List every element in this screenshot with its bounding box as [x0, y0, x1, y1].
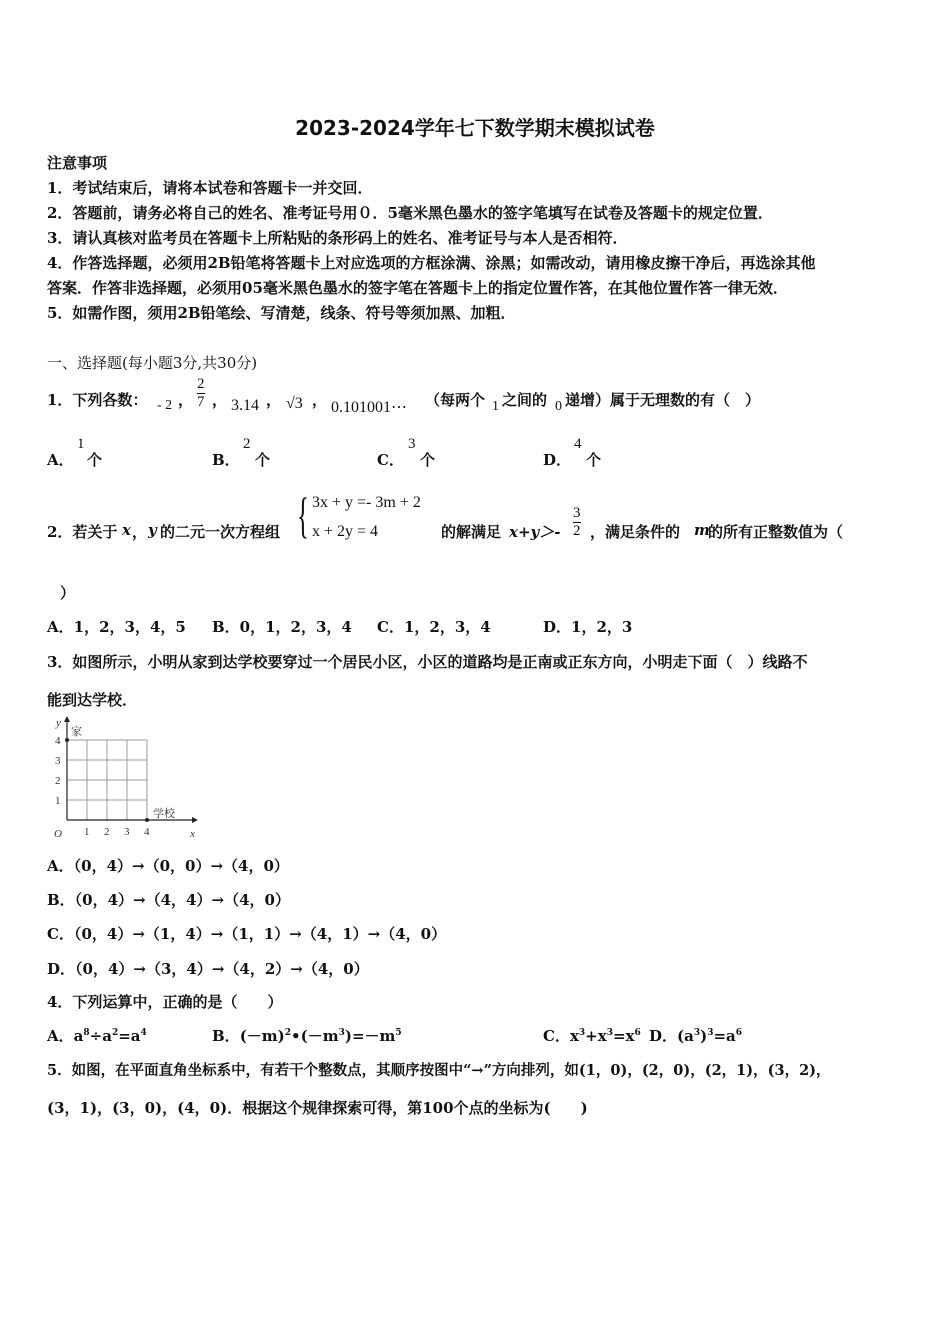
- q1-fraction-den: 7: [197, 394, 205, 410]
- expr: +x: [585, 1027, 607, 1045]
- q4-option-b[interactable]: [212, 1025, 402, 1046]
- exponent: 2: [111, 1028, 119, 1038]
- exponent: 8: [83, 1028, 90, 1038]
- expr: ÷a: [89, 1027, 112, 1045]
- q2-option-d[interactable]: D．1，2，3: [543, 618, 633, 636]
- q2-var-y: y: [148, 521, 157, 539]
- q1-option-a-num: 1: [77, 436, 85, 452]
- notice-item: 1．考试结束后，请将本试卷和答题卡一并交回．: [47, 179, 373, 197]
- q1-option-a-unit: 个: [87, 451, 103, 469]
- q1-tail-num: 1: [492, 399, 499, 414]
- q2-condition: x+y＞-: [509, 523, 561, 541]
- notice-item: 3．请认真核对监考员在答题卡上所粘贴的条形码上的姓名、准考证号与本人是否相符．: [47, 229, 628, 247]
- q2-var-m: m: [694, 521, 710, 539]
- q1-option-b[interactable]: B．: [212, 451, 240, 469]
- q1-number: 3.14: [231, 397, 259, 414]
- q2-fraction-den: 2: [573, 523, 581, 539]
- y-axis-arrow: [64, 716, 70, 722]
- q1-fraction-num: 2: [197, 376, 205, 392]
- q2-mid: 的解满足: [441, 523, 502, 541]
- exponent: 6: [634, 1028, 641, 1038]
- x-tick-label: 2: [104, 826, 110, 838]
- expr: =x: [612, 1027, 635, 1045]
- notice-item: 2．答题前，请务必将自己的姓名、准考证号用０．5毫米黑色墨水的签字笔填写在试卷及答题卡的规定位置．: [47, 204, 773, 222]
- q2-close: ）: [60, 584, 76, 602]
- exponent: 2: [284, 1028, 292, 1038]
- exponent: 4: [140, 1028, 147, 1038]
- q1-tail-num: 0: [555, 399, 562, 414]
- expr: x: [569, 1027, 579, 1045]
- q2-tail: ，满足条件的: [590, 523, 681, 541]
- school-label: 学校: [153, 807, 175, 820]
- notice-item: 答案．作答非选择题，必须用05毫米黑色墨水的签字笔在答题卡上的指定位置作答，在其他位置作答一律无效．: [47, 279, 788, 297]
- q1-tail: 递增）属于无理数的有（ ）: [565, 391, 761, 409]
- q3-option-d[interactable]: D．（0，4）→（3，4）→（4，2）→（4，0）: [47, 960, 369, 978]
- expr: (－m): [239, 1027, 285, 1045]
- expr: =a: [118, 1027, 141, 1045]
- q1-lead: 1．下列各数：: [47, 391, 148, 409]
- q1-option-b-unit: 个: [255, 451, 271, 469]
- exponent: 3: [606, 1028, 613, 1038]
- q1-option-c-num: 3: [408, 436, 416, 452]
- q2-tail: 的所有正整数值为（: [708, 523, 844, 541]
- notice-item: 4．作答选择题，必须用2B铅笔将答题卡上对应选项的方框涂满、涂黑；如需改动，请用橡皮擦干净后，再选涂其他: [47, 254, 816, 272]
- q3-option-a[interactable]: A．（0，4）→（0，0）→（4，0）: [47, 857, 289, 875]
- q4-option-c[interactable]: [543, 1025, 641, 1046]
- q1-tail: （每两个: [425, 391, 486, 409]
- y-tick-label: 3: [55, 755, 61, 767]
- q2-fraction-num: 3: [573, 505, 581, 521]
- q1-comma: ，: [312, 391, 328, 409]
- q5-stem-line2: (3，1)，(3，0)，(4，0)．根据这个规律探索可得，第100个点的坐标为( ): [47, 1099, 588, 1117]
- q1-option-a[interactable]: A．: [47, 451, 74, 469]
- page-title: 2023-2024学年七下数学期末模拟试卷: [295, 116, 655, 140]
- grid-figure: [46, 716, 198, 840]
- q2-option-c[interactable]: C．1，2，3，4: [377, 618, 491, 636]
- q1-tail: 之间的: [502, 391, 548, 409]
- y-tick-label: 4: [55, 735, 61, 747]
- grid-lines: [67, 740, 147, 820]
- q4-option-c-label: C．: [543, 1027, 570, 1045]
- q1-number: 0.101001⋯: [331, 399, 407, 416]
- expr: (a: [677, 1027, 694, 1045]
- q1-option-d-num: 4: [574, 436, 582, 452]
- q3-stem-line1: 3．如图所示，小明从家到达学校要穿过一个居民小区，小区的道路均是正南或正东方向，小明走下面（ ）线路不: [47, 653, 808, 671]
- exponent: 3: [707, 1028, 714, 1038]
- q4-option-d[interactable]: [649, 1025, 742, 1046]
- home-label: 家: [71, 725, 82, 738]
- q2-equation-2: x + 2y = 4: [312, 523, 379, 540]
- q4-option-d-label: D．: [649, 1027, 678, 1045]
- y-tick-label: 1: [55, 795, 61, 807]
- notice-heading: 注意事项: [47, 154, 108, 172]
- q1-comma: ，: [212, 391, 228, 409]
- q4-option-b-label: B．: [212, 1027, 240, 1045]
- x-axis-label: x: [190, 828, 195, 840]
- q1-comma: ，: [266, 391, 282, 409]
- q3-stem-line2: 能到达学校．: [47, 691, 138, 709]
- exponent: 5: [395, 1028, 402, 1038]
- exponent: 3: [693, 1028, 701, 1038]
- q1-option-d-unit: 个: [586, 451, 602, 469]
- expr: ): [700, 1027, 708, 1045]
- exponent: 6: [735, 1028, 743, 1038]
- expr: •(－m: [291, 1027, 339, 1045]
- q2-sep: ，: [132, 523, 148, 541]
- notice-item: 5．如需作图，须用2B铅笔绘、写清楚，线条、符号等须加黑、加粗．: [47, 304, 516, 322]
- q4-stem: 4．下列运算中，正确的是（ ）: [47, 993, 283, 1011]
- x-tick-label: 4: [144, 826, 150, 838]
- q1-option-d[interactable]: D．: [543, 451, 572, 469]
- q1-fraction: [197, 376, 205, 411]
- q4-option-a[interactable]: [47, 1025, 147, 1046]
- section-heading: 一、选择题(每小题3分,共30分): [47, 354, 258, 372]
- q2-lead2: 的二元一次方程组: [160, 523, 281, 541]
- q3-option-c[interactable]: C．（0，4）→（1，4）→（1，1）→（4，1）→（4，0）: [47, 925, 447, 943]
- q1-option-c[interactable]: C．: [377, 451, 404, 469]
- origin-label: O: [54, 828, 62, 840]
- q2-lead: 2．若关于: [47, 523, 118, 541]
- exponent: 3: [578, 1028, 586, 1038]
- q1-comma: ，: [178, 391, 194, 409]
- expr: )=－m: [344, 1027, 396, 1045]
- x-tick-label: 3: [124, 826, 130, 838]
- expr: =a: [713, 1027, 736, 1045]
- q4-option-a-label: A．: [47, 1027, 74, 1045]
- x-tick-label: 1: [84, 826, 90, 838]
- y-axis-label: y: [56, 717, 61, 729]
- q5-stem-line1: 5．如图，在平面直角坐标系中，有若干个整数点，其顺序按图中“→”方向排列，如(1，0)，(2，0)，(2，1)，(3，2)，: [47, 1062, 831, 1079]
- q3-option-b[interactable]: B．（0，4）→（4，4）→（4，0）: [47, 891, 290, 909]
- q1-option-b-num: 2: [243, 436, 251, 452]
- q2-option-b[interactable]: B．0，1，2，3，4: [212, 618, 352, 636]
- x-axis-arrow: [192, 817, 198, 823]
- exponent: 3: [338, 1028, 345, 1038]
- y-tick-label: 2: [55, 775, 61, 787]
- q2-option-a[interactable]: A．1，2，3，4，5: [47, 618, 186, 636]
- q1-option-c-unit: 个: [420, 451, 436, 469]
- system-brace: {: [297, 487, 309, 543]
- q1-sqrt: √3: [286, 395, 303, 412]
- q2-equation-1: 3x + y =- 3m + 2: [312, 494, 421, 511]
- q2-fraction: [573, 505, 581, 540]
- home-point: [65, 738, 69, 742]
- expr: a: [73, 1027, 84, 1045]
- q2-var-x: x: [122, 521, 131, 539]
- q1-number: - 2: [157, 398, 173, 413]
- school-point: [145, 818, 149, 822]
